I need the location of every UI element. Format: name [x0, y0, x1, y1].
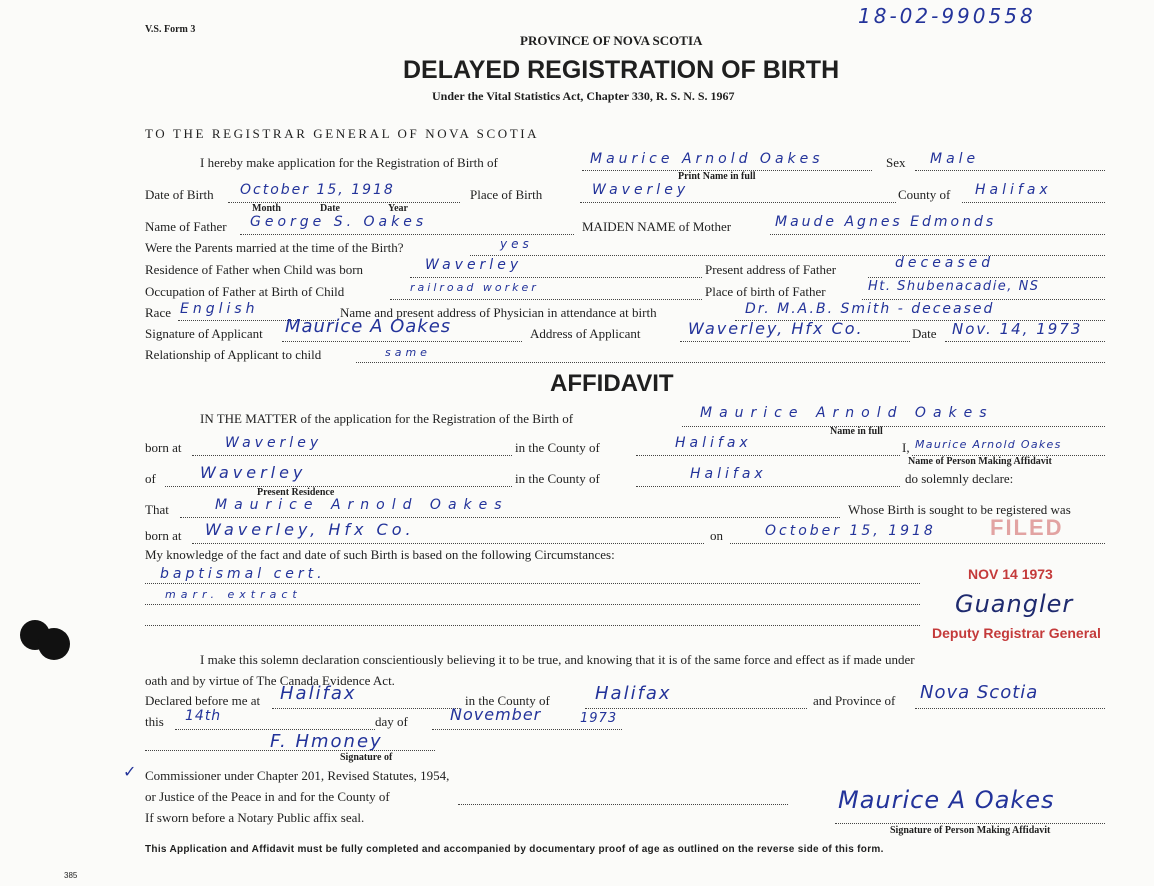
residence-father-label: Residence of Father when Child was born — [145, 262, 364, 277]
day-of-label: day of — [375, 714, 408, 729]
county-of-line — [636, 455, 900, 456]
registrar-address: TO THE REGISTRAR GENERAL OF NOVA SCOTIA — [145, 126, 540, 141]
occupation-label: Occupation of Father at Birth of Child — [145, 284, 345, 299]
occupation-value: railroad worker — [410, 281, 539, 294]
residence-father-value: Waverley — [425, 257, 523, 273]
address-applicant-label: Address of Applicant — [530, 326, 641, 341]
this-line — [175, 729, 375, 730]
justice-line: or Justice of the Peace in and for the County of — [145, 789, 390, 804]
present-father-label: Present address of Father — [705, 262, 837, 277]
page-subtitle: Under the Vital Statistics Act, Chapter 330, R. S. N. S. 1967 — [432, 89, 735, 103]
commissioner-line: Commissioner under Chapter 201, Revised Statutes, 1954, — [145, 768, 450, 783]
commissioner-signature: F. Hmoney — [270, 731, 383, 752]
date-line — [945, 341, 1105, 342]
year-value: 1973 — [580, 711, 618, 726]
date-caption: Date — [320, 203, 340, 214]
sig-applicant-label: Signature of Applicant — [145, 326, 263, 341]
pob-line — [580, 202, 896, 203]
deponent-signature: Maurice A Oakes — [838, 786, 1055, 814]
solemn-line-1: I make this solemn declaration conscientiously believing it to be true, and knowing that it is of the same force and effect as if made under — [200, 652, 915, 667]
race-label: Race — [145, 305, 171, 320]
dob-value: October 15, 1918 — [240, 182, 395, 198]
that-line — [180, 517, 840, 518]
check-mark-icon: ✓ — [123, 762, 137, 781]
matter-value: Maurice Arnold Oakes — [700, 405, 994, 421]
father-pob-label: Place of birth of Father — [705, 284, 826, 299]
relationship-line — [356, 362, 1105, 363]
commissioner-sig-line — [145, 750, 435, 751]
year-caption: Year — [388, 203, 408, 214]
father-value: George S. Oakes — [250, 214, 428, 230]
on-value: October 15, 1918 — [765, 523, 936, 539]
pob-value: Waverley — [592, 182, 690, 198]
relationship-label: Relationship of Applicant to child — [145, 347, 322, 362]
county-line — [962, 202, 1105, 203]
matter-label: IN THE MATTER of the application for the Registration of the Birth of — [200, 411, 574, 426]
residence-father-line — [410, 277, 702, 278]
circumstance-line-2 — [145, 604, 920, 605]
circumstance-1: baptismal cert. — [160, 566, 326, 582]
present-residence-caption: Present Residence — [257, 487, 335, 498]
county-of-value-2: Halifax — [690, 466, 767, 482]
i-label: I, — [902, 440, 910, 455]
of-label: of — [145, 471, 156, 486]
physician-label: Name and present address of Physician in attendance at birth — [340, 305, 657, 320]
born-at-line — [192, 455, 512, 456]
married-value: yes — [500, 237, 533, 251]
form-code: V.S. Form 3 — [145, 24, 196, 35]
date-label: Date — [912, 326, 937, 341]
deponent-caption: Signature of Person Making Affidavit — [890, 825, 1051, 836]
day-of-line — [432, 729, 622, 730]
province-heading: PROVINCE OF NOVA SCOTIA — [520, 33, 703, 48]
married-label: Were the Parents married at the time of the Birth? — [145, 240, 404, 255]
child-name-value: Maurice Arnold Oakes — [590, 151, 824, 167]
on-line — [730, 543, 1105, 544]
circumstance-line-3 — [145, 625, 920, 626]
father-pob-value: Ht. Shubenacadie, NS — [868, 279, 1040, 294]
whose-birth-label: Whose Birth is sought to be registered was — [848, 502, 1071, 517]
born-at-value: Waverley — [225, 435, 323, 451]
present-father-value: deceased — [895, 255, 995, 271]
mother-label: MAIDEN NAME of Mother — [582, 219, 732, 234]
declared-value: Halifax — [280, 683, 357, 704]
father-line — [240, 234, 574, 235]
pob-label: Place of Birth — [470, 187, 543, 202]
province-label: and Province of — [813, 693, 896, 708]
physician-value: Dr. M.A.B. Smith - deceased — [745, 301, 995, 317]
signature-of-caption: Signature of — [340, 752, 393, 763]
declared-line — [272, 708, 460, 709]
footer-code: 385 — [64, 871, 78, 880]
page-title: DELAYED REGISTRATION OF BIRTH — [403, 56, 840, 84]
address-applicant-value: Waverley, Hfx Co. — [688, 319, 864, 338]
dob-label: Date of Birth — [145, 187, 214, 202]
occupation-line — [390, 299, 702, 300]
father-label: Name of Father — [145, 219, 227, 234]
county3-label: in the County of — [465, 693, 550, 708]
sig-applicant-line — [282, 341, 522, 342]
date-value: Nov. 14, 1973 — [952, 320, 1083, 338]
applicant-signature: Maurice A Oakes — [285, 316, 452, 337]
county-value: Halifax — [975, 182, 1052, 198]
county-of-line-2 — [636, 486, 900, 487]
sex-value: Male — [930, 151, 980, 167]
matter-line — [682, 426, 1105, 427]
that-label: That — [145, 502, 169, 517]
circumstance-2: marr. extract — [165, 588, 302, 601]
intro-label: I hereby make application for the Registration of Birth of — [200, 155, 498, 170]
name-full-caption: Name in full — [830, 426, 883, 437]
affidavit-heading: AFFIDAVIT — [550, 370, 674, 397]
province-line — [915, 708, 1105, 709]
month-caption: Month — [252, 203, 281, 214]
father-pob-line — [862, 299, 1105, 300]
mother-line — [770, 234, 1105, 235]
footer-note: This Application and Affidavit must be fully completed and accompanied by documentary proof of age as outlined on the reverse side of this form. — [145, 844, 884, 855]
address-applicant-line — [680, 341, 910, 342]
this-value: 14th — [185, 708, 222, 724]
person-caption: Name of Person Making Affidavit — [908, 456, 1052, 467]
solemn-line-2: oath and by virtue of The Canada Evidence Act. — [145, 673, 395, 688]
deputy-registrar-stamp: Deputy Registrar General — [932, 625, 1101, 641]
notary-line: If sworn before a Notary Public affix seal. — [145, 810, 365, 825]
filed-stamp: FILED — [990, 515, 1064, 540]
born-at-label-2: born at — [145, 528, 182, 543]
province-value: Nova Scotia — [920, 682, 1039, 703]
county3-line — [585, 708, 807, 709]
deponent-name-value: Maurice Arnold Oakes — [915, 438, 1062, 451]
sex-label: Sex — [886, 155, 906, 170]
this-label: this — [145, 714, 164, 729]
present-father-line — [868, 277, 1105, 278]
filed-date-stamp: NOV 14 1973 — [968, 566, 1053, 582]
justice-county-line — [458, 804, 788, 805]
that-value: Maurice Arnold Oakes — [215, 497, 509, 513]
mother-value: Maude Agnes Edmonds — [775, 214, 997, 230]
born-at-value-2: Waverley, Hfx Co. — [205, 520, 415, 539]
county-of-label-2: in the County of — [515, 471, 600, 486]
county-label: County of — [898, 187, 951, 202]
married-line — [470, 255, 1105, 256]
sex-line — [915, 170, 1105, 171]
county-of-label: in the County of — [515, 440, 600, 455]
print-name-caption: Print Name in full — [678, 171, 756, 182]
county3-value: Halifax — [595, 683, 672, 704]
declare-label: do solemnly declare: — [905, 471, 1014, 486]
day-of-value: November — [450, 705, 542, 724]
born-at-line-2 — [192, 543, 704, 544]
declared-label: Declared before me at — [145, 693, 261, 708]
registrar-signature: Guangler — [955, 590, 1074, 618]
punch-hole-2 — [38, 628, 70, 660]
knowledge-label: My knowledge of the fact and date of such Birth is based on the following Circumstances: — [145, 547, 615, 562]
circumstance-line-1 — [145, 583, 920, 584]
county-of-value: Halifax — [675, 435, 752, 451]
of-line — [165, 486, 512, 487]
race-value: English — [180, 301, 259, 317]
on-label: on — [710, 528, 723, 543]
of-value: Waverley — [200, 463, 307, 482]
relationship-value: same — [385, 346, 431, 359]
reference-number: 18-02-990558 — [858, 4, 1036, 28]
deponent-sig-line — [835, 823, 1105, 824]
born-at-label: born at — [145, 440, 182, 455]
